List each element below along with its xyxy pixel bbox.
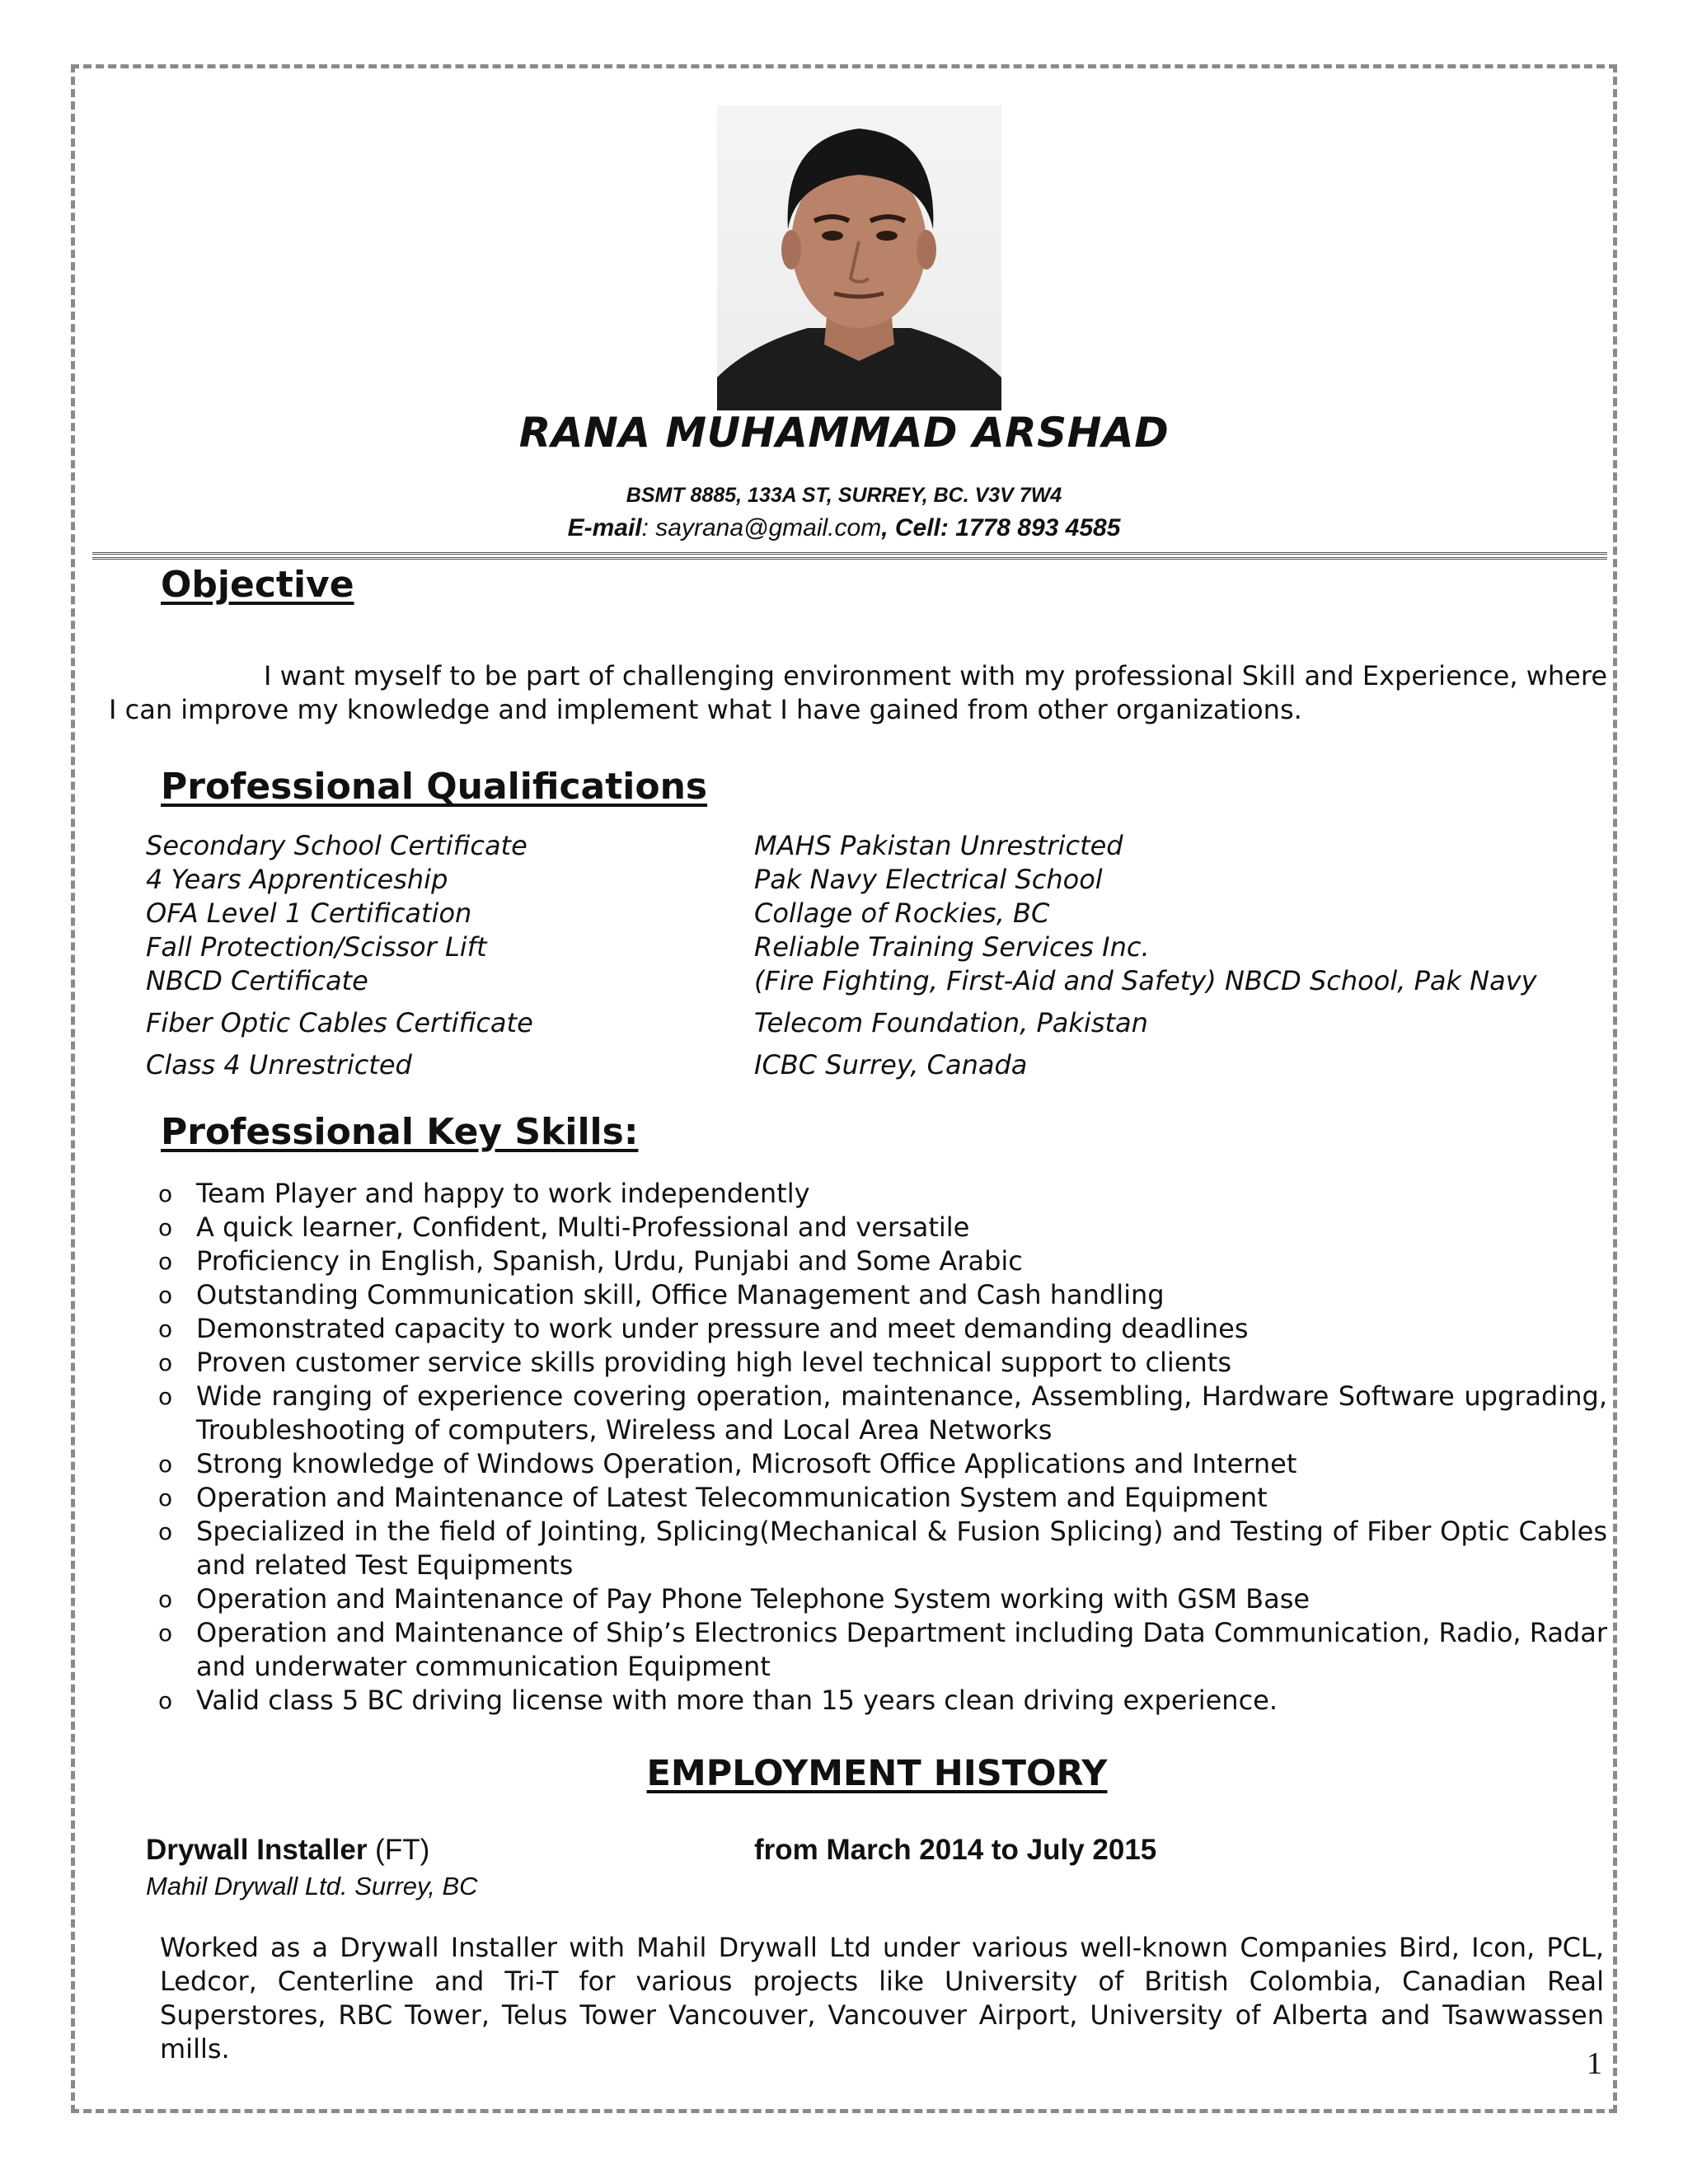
bullet-icon: o (158, 1315, 173, 1343)
header-divider (92, 552, 1607, 560)
job-description: Worked as a Drywall Installer with Mahil Drywall Ltd under various well-known Companies Bird, Icon, PCL, Ledcor, Centerline and Tri-T for various projects like University of British Colombia, Canadian Real Superstores, RBC Tower, Telus Tower Vancouver, Vancouver Airport, University of Alberta and Tsawwassen mills. (160, 1932, 1604, 2064)
page-number: 1 (1587, 2046, 1602, 2081)
bullet-icon: o (158, 1687, 173, 1714)
qualification-institution: (Fire Fighting, First-Aid and Safety) NBCD School, Pak Navy (754, 965, 1537, 996)
objective-text: I want myself to be part of challenging environment with my professional Skill and Experience, where I can improve my knowledge and implement what I have gained from other organizations. (109, 660, 1607, 725)
skill-item (0, 1380, 1607, 1447)
skill-item (0, 1177, 1607, 1211)
email-separator: : (641, 514, 656, 541)
bullet-icon: o (158, 1248, 173, 1275)
skill-item (0, 1211, 1607, 1244)
skill-item (0, 1346, 1607, 1380)
skill-item (0, 1515, 1607, 1582)
qualification-name: 4 Years Apprenticeship (146, 864, 448, 895)
qualification-name: Fall Protection/Scissor Lift (146, 931, 487, 963)
objective-heading: Objective (161, 564, 354, 606)
cell-number: 1778 893 4585 (955, 514, 1121, 541)
bullet-icon: o (158, 1282, 173, 1309)
skills-list (0, 1177, 1688, 1718)
skill-text: Wide ranging of experience covering operation, maintenance, Assembling, Hardware Software upgrading, Troubleshooting of computers, Wireless and Local Area Networks (196, 1380, 1607, 1446)
bullet-icon: o (158, 1180, 173, 1207)
qualification-institution: Reliable Training Services Inc. (754, 931, 1150, 963)
qualification-institution: Telecom Foundation, Pakistan (754, 1007, 1148, 1038)
cell-label: , Cell: (881, 514, 956, 541)
qualification-name: Fiber Optic Cables Certificate (146, 1007, 533, 1038)
skill-text: Valid class 5 BC driving license with more than 15 years clean driving experience. (196, 1685, 1278, 1716)
bullet-icon: o (158, 1214, 173, 1241)
skill-text: Outstanding Communication skill, Office Management and Cash handling (196, 1279, 1165, 1310)
skill-text: Team Player and happy to work independently (196, 1178, 810, 1209)
profile-photo (717, 105, 1001, 410)
job-dates: from March 2014 to July 2015 (754, 1834, 1157, 1866)
qualification-institution: Collage of Rockies, BC (754, 898, 1050, 929)
employment-heading: EMPLOYMENT HISTORY (646, 1753, 1108, 1794)
skill-text: Demonstrated capacity to work under pressure and meet demanding deadlines (196, 1313, 1249, 1344)
skill-item (0, 1616, 1607, 1684)
skill-item (0, 1684, 1607, 1718)
skill-text: Strong knowledge of Windows Operation, Microsoft Office Applications and Internet (196, 1448, 1297, 1479)
qualification-institution: Pak Navy Electrical School (754, 864, 1103, 895)
candidate-name: RANA MUHAMMAD ARSHAD (518, 409, 1170, 457)
skill-text: Specialized in the field of Jointing, Splicing(Mechanical & Fusion Splicing) and Testing of Fiber Optic Cables and related Test Equipments (196, 1516, 1607, 1581)
skill-text: Proficiency in English, Spanish, Urdu, Punjabi and Some Arabic (196, 1245, 1023, 1277)
qualification-institution: ICBC Surrey, Canada (754, 1049, 1028, 1080)
skill-text: Operation and Maintenance of Latest Telecommunication System and Equipment (196, 1482, 1268, 1513)
skill-item (0, 1244, 1607, 1278)
skill-text: A quick learner, Confident, Multi-Professional and versatile (196, 1212, 970, 1243)
job-company: Mahil Drywall Ltd. Surrey, BC (146, 1872, 478, 1900)
bullet-icon: o (158, 1518, 173, 1545)
skill-text: Proven customer service skills providing high level technical support to clients (196, 1347, 1231, 1378)
skill-text: Operation and Maintenance of Ship’s Electronics Department including Data Communication, Radio, Radar and underwater communication Equipment (196, 1617, 1607, 1682)
bullet-icon: o (158, 1484, 173, 1511)
bullet-icon: o (158, 1451, 173, 1478)
skill-text: Operation and Maintenance of Pay Phone Telephone System working with GSM Base (196, 1583, 1311, 1615)
skill-item (0, 1447, 1607, 1481)
job-title (146, 1834, 429, 1867)
bullet-icon: o (158, 1349, 173, 1376)
qualification-name: Class 4 Unrestricted (146, 1049, 412, 1080)
address: BSMT 8885, 133A ST, SURREY, BC. V3V 7W4 (626, 484, 1062, 507)
bullet-icon: o (158, 1586, 173, 1613)
skill-item (0, 1481, 1607, 1515)
skills-heading: Professional Key Skills: (161, 1111, 639, 1153)
email-address: sayrana@gmail.com (655, 514, 882, 541)
qualification-name: NBCD Certificate (146, 965, 368, 996)
skill-item (0, 1582, 1607, 1616)
bullet-icon: o (158, 1619, 173, 1647)
qualification-institution: MAHS Pakistan Unrestricted (754, 830, 1123, 861)
skill-item (0, 1278, 1607, 1312)
job-type: (FT) (367, 1834, 430, 1866)
bullet-icon: o (158, 1383, 173, 1410)
skill-item (0, 1312, 1607, 1346)
job-role: Drywall Installer (146, 1834, 368, 1866)
contact-line (0, 514, 1688, 542)
qualification-name: OFA Level 1 Certification (146, 898, 472, 929)
qualifications-heading: Professional Qualifications (161, 766, 708, 808)
email-label: E-mail (567, 514, 642, 541)
qualification-name: Secondary School Certificate (146, 830, 528, 861)
